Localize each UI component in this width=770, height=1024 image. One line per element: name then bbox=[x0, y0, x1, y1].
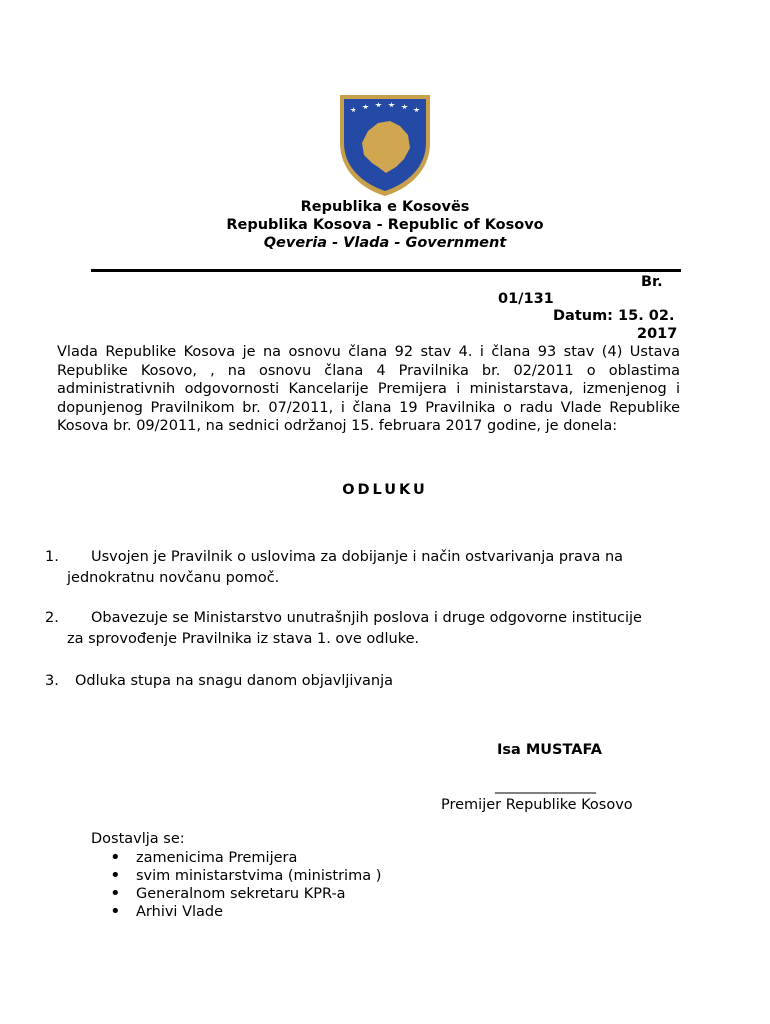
item-number: 2. bbox=[45, 610, 59, 626]
header-divider bbox=[91, 269, 681, 272]
item-text-line: Odluka stupa na snagu danom objavljivanja bbox=[75, 673, 394, 689]
ref-date-year: 2017 bbox=[637, 326, 678, 342]
document-title: ODLUKU bbox=[342, 482, 428, 498]
ref-date-label: Datum: 15. 02. bbox=[553, 308, 675, 324]
signatory-title: Premijer Republike Kosovo bbox=[441, 797, 633, 813]
intro-paragraph: Vlada Republike Kosova je na osnovu člana 92 stav 4. i člana 93 stav (4) Ustava Republike Kosovo, , na osnovu člana 4 Pravilnika br. 02/2011 o oblastima administrativnih odgovornosti Kancelarije Premijera i ministarstava, izmenjenog i dopunjenog Pravilnikom br. 07/2011, i člana 19 Pravilnika o radu Vlade Republike Kosova br. 09/2011, na sednici održanoj 15. februara 2017 godine, je donela: bbox=[57, 344, 680, 434]
list-item: • Generalnom sekretaru KPR-a bbox=[110, 885, 381, 903]
distribution-list bbox=[110, 849, 381, 921]
distribution-heading: Dostavlja se: bbox=[91, 831, 185, 847]
header-government: Qeveria - Vlada - Government bbox=[263, 235, 507, 251]
item-text-line: za sprovođenje Pravilnika iz stava 1. ove odluke. bbox=[67, 631, 420, 647]
kosovo-coat-of-arms-icon bbox=[338, 93, 432, 197]
item-text-line: Obavezuje se Ministarstvo unutrašnjih poslova i druge odgovorne institucije bbox=[91, 610, 642, 626]
ref-br-number: 01/131 bbox=[498, 291, 554, 307]
list-item: • zamenicima Premijera bbox=[110, 849, 381, 867]
item-number: 1. bbox=[45, 549, 59, 565]
signature-line: ________________ bbox=[495, 778, 595, 794]
signatory-name: Isa MUSTAFA bbox=[497, 742, 602, 758]
list-item: • Arhivi Vlade bbox=[110, 903, 381, 921]
item-text-line: Usvojen je Pravilnik o uslovima za dobijanje i način ostvarivanja prava na bbox=[91, 549, 624, 565]
ref-br-label: Br. bbox=[641, 274, 663, 290]
header-republic-albanian: Republika e Kosovës bbox=[300, 199, 470, 215]
list-item: • svim ministarstvima (ministrima ) bbox=[110, 867, 381, 885]
header-republic-serbian-english: Republika Kosova - Republic of Kosovo bbox=[226, 217, 544, 233]
item-text-line: jednokratnu novčanu pomoč. bbox=[67, 570, 280, 586]
item-number: 3. bbox=[45, 673, 59, 689]
